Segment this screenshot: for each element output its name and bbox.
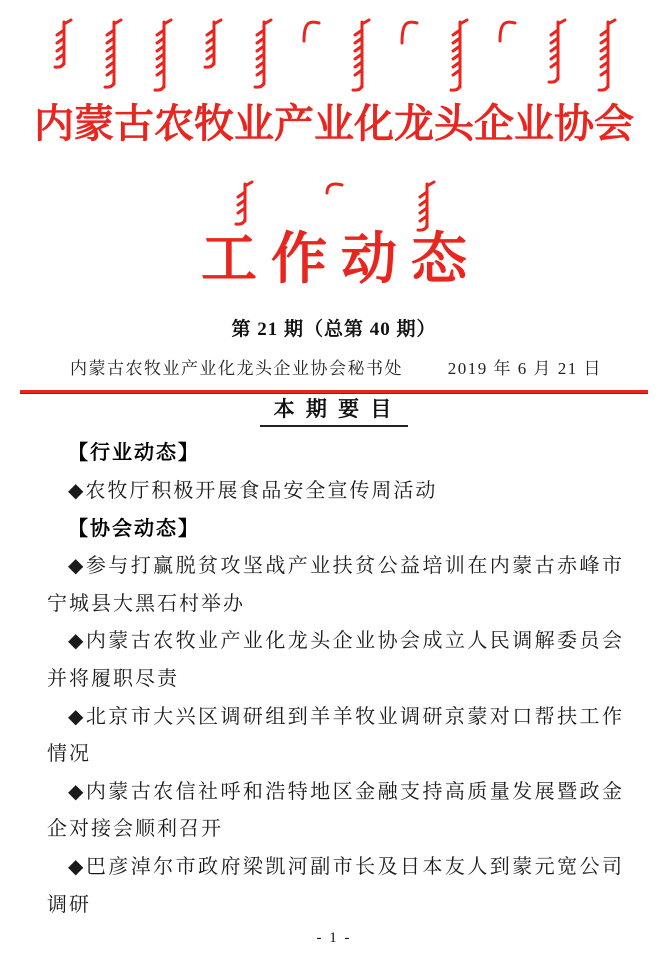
toc-item: ◆内蒙古农信社呼和浩特地区金融支持高质量发展暨政金企对接会顺利召开 — [47, 780, 624, 841]
toc-item: ◆巴彦淖尔市政府梁凯河副市长及日本友人到蒙元宽公司调研 — [47, 855, 624, 916]
mongolian-glyph-icon — [445, 16, 471, 94]
contents-heading: 本 期 要 目 — [260, 396, 409, 427]
mongolian-glyph-icon — [397, 16, 421, 48]
mongolian-glyph-icon — [347, 16, 373, 94]
mongolian-glyph-icon — [322, 178, 346, 198]
contents-list — [0, 427, 668, 924]
toc-item: ◆农牧厅积极开展食品安全宣传周活动 — [68, 479, 438, 502]
mongolian-glyph-icon — [199, 16, 225, 71]
publish-date: 2019 年 6 月 21 日 — [447, 359, 602, 379]
red-divider-rule — [20, 390, 648, 394]
mongolian-glyph-icon — [412, 178, 438, 234]
mongolian-glyph-icon — [299, 16, 323, 46]
publisher-date-row — [0, 357, 668, 381]
mongolian-glyph-icon — [495, 16, 519, 46]
mongolian-glyph-icon — [49, 16, 75, 71]
mongolian-glyph-icon — [543, 16, 569, 86]
mongolian-glyph-icon — [593, 16, 619, 94]
mongolian-glyph-icon — [249, 16, 275, 91]
bulletin-title: 工作动态 — [201, 229, 481, 291]
toc-item: ◆内蒙古农牧业产业化龙头企业协会成立人民调解委员会并将履职尽责 — [47, 630, 624, 690]
issue-number-line: 第 21 期（总第 40 期） — [231, 319, 437, 341]
mongolian-script-row-middle — [0, 178, 668, 234]
mongolian-glyph-icon — [149, 16, 175, 94]
mongolian-glyph-icon — [230, 178, 256, 228]
toc-section-header: 【协会动态】 — [68, 517, 200, 540]
mongolian-script-row-top — [0, 16, 668, 94]
organization-title: 内蒙古农牧业产业化龙头企业协会 — [34, 101, 634, 146]
mongolian-glyph-icon — [99, 16, 125, 91]
contents-heading-wrap — [0, 396, 668, 427]
toc-item: ◆北京市大兴区调研组到羊羊牧业调研京蒙对口帮扶工作情况 — [47, 705, 624, 766]
publisher-name: 内蒙古农牧业产业化龙头企业协会秘书处 — [70, 359, 403, 379]
toc-item: ◆参与打赢脱贫攻坚战产业扶贫公益培训在内蒙古赤峰市宁城县大黑石村举办 — [47, 555, 624, 615]
toc-section-header: 【行业动态】 — [68, 442, 200, 465]
page-number: - 1 - — [316, 930, 352, 946]
